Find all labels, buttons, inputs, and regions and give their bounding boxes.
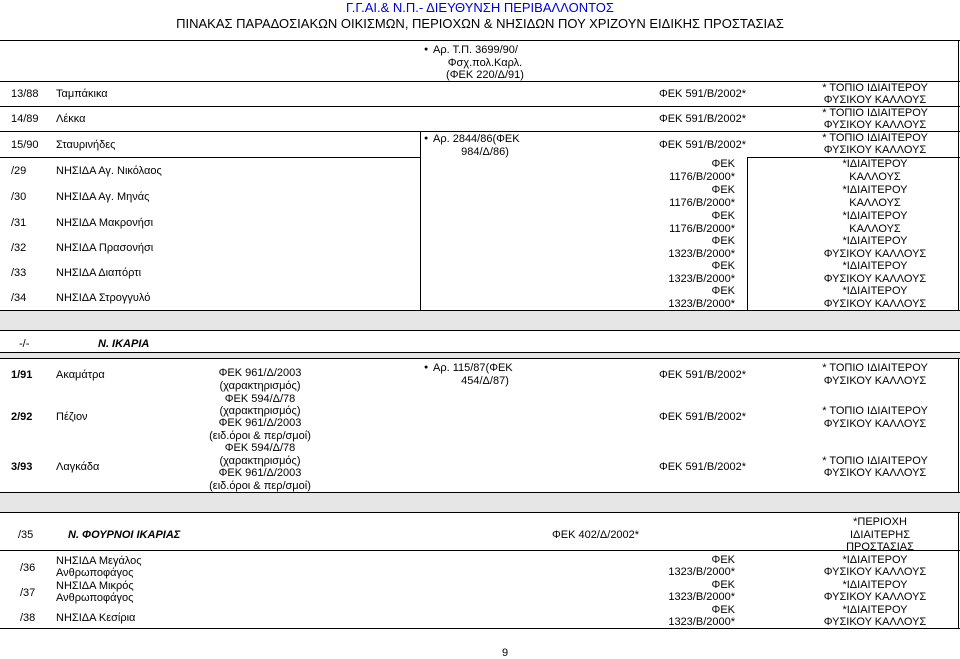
row-status: *ΙΔΙΑΙΤΕΡΟΥ: [842, 260, 908, 272]
row-code: 15/90: [11, 139, 39, 151]
row-status: ΚΑΛΛΟΥΣ: [849, 197, 901, 209]
page-number: 9: [501, 647, 509, 659]
row-status: * ΤΟΠΙΟ ΙΔΙΑΙΤΕΡΟΥ: [822, 107, 928, 119]
document-header-title: ΠΙΝΑΚΑΣ ΠΑΡΑΔΟΣΙΑΚΩΝ ΟΙΚΙΣΜΩΝ, ΠΕΡΙΟΧΩΝ & ΝΗΣΙΔΩΝ ΠΟΥ ΧΡΙΖΟΥΝ ΕΙΔΙΚΗΣ ΠΡΟΣΤΑΣΙΑΣ: [176, 16, 784, 31]
row-status: * ΤΟΠΙΟ ΙΔΙΑΙΤΕΡΟΥ: [822, 132, 928, 144]
row-code: 13/88: [11, 88, 39, 100]
designation-reference: ΦΕΚ 594/Δ/78: [224, 442, 296, 454]
row-fek: ΦΕΚ: [711, 158, 735, 170]
section-status: ΙΔΙΑΙΤΕΡΗΣ: [850, 529, 910, 541]
row-status: ΦΥΣΙΚΟΥ ΚΑΛΛΟΥΣ: [823, 591, 927, 603]
row-fek: ΦΕΚ: [711, 554, 735, 566]
row-status: ΦΥΣΙΚΟΥ ΚΑΛΛΟΥΣ: [823, 566, 927, 578]
designation-reference: (ειδ.όροι & περ/σμοί): [209, 480, 311, 492]
designation-reference: (χαρακτηρισμός): [219, 380, 301, 392]
row-fek: ΦΕΚ: [711, 285, 735, 297]
row-code: /32: [11, 242, 27, 254]
row-fek: 1176/Β/2000*: [669, 223, 735, 235]
row-status: ΦΥΣΙΚΟΥ ΚΑΛΛΟΥΣ: [823, 248, 927, 260]
row-name: Λέκκα: [56, 113, 86, 125]
row-fek: ΦΕΚ: [711, 579, 735, 591]
document-header-agency: Γ.Γ.ΑΙ.& Ν.Π.- ΔΙΕΥΘΥΝΣΗ ΠΕΡΙΒΑΛΛΟΝΤΟΣ: [346, 0, 614, 15]
row-code: /33: [11, 267, 27, 279]
designation-reference: (χαρακτηρισμός): [219, 405, 301, 417]
section-code: -/-: [19, 338, 30, 350]
row-status: * ΤΟΠΙΟ ΙΔΙΑΙΤΕΡΟΥ: [822, 82, 928, 94]
row-code: 3/93: [11, 461, 33, 473]
row-name: Σταυρινήδες: [56, 139, 116, 151]
row-fek: 1323/Β/2000*: [668, 248, 735, 260]
row-status: ΦΥΣΙΚΟΥ ΚΑΛΛΟΥΣ: [823, 375, 927, 387]
row-code: 2/92: [11, 411, 33, 423]
designation-reference: ΦΕΚ 961/Δ/2003: [218, 467, 302, 479]
row-code: /30: [11, 191, 27, 203]
row-code: /38: [20, 612, 36, 624]
row-fek: ΦΕΚ 591/Β/2002*: [658, 411, 746, 423]
row-fek: ΦΕΚ 591/Β/2002*: [658, 139, 746, 151]
row-name: ΝΗΣΙΔΑ Μεγάλος: [56, 555, 142, 567]
designation-reference: ΦΕΚ 594/Δ/78: [224, 393, 296, 405]
row-fek: ΦΕΚ: [711, 604, 735, 616]
row-status: *ΙΔΙΑΙΤΕΡΟΥ: [842, 158, 908, 170]
row-name: ΝΗΣΙΔΑ Στρογγυλό: [56, 292, 151, 304]
row-status: ΦΥΣΙΚΟΥ ΚΑΛΛΟΥΣ: [823, 273, 927, 285]
decision-reference: ● Αρ. 115/87(ΦΕΚ: [424, 362, 513, 374]
row-status: *ΙΔΙΑΙΤΕΡΟΥ: [842, 285, 908, 297]
row-name: Ανθρωποφάγος: [56, 567, 134, 579]
row-fek: 1323/Β/2000*: [668, 298, 735, 310]
row-status: *ΙΔΙΑΙΤΕΡΟΥ: [842, 604, 908, 616]
decision-reference: 454/Δ/87): [461, 375, 509, 387]
designation-reference: ΦΕΚ 961/Δ/2003: [218, 367, 302, 379]
row-status: ΚΑΛΛΟΥΣ: [849, 223, 901, 235]
row-name: ΝΗΣΙΔΑ Διαπόρτι: [56, 267, 142, 279]
row-fek: ΦΕΚ 591/Β/2002*: [658, 88, 746, 100]
section-title: Ν. ΙΚΑΡΙΑ: [98, 338, 150, 350]
row-fek: ΦΕΚ: [711, 210, 735, 222]
separator-band: [0, 492, 960, 512]
row-code: 14/89: [11, 113, 39, 125]
row-fek: ΦΕΚ 591/Β/2002*: [658, 461, 746, 473]
row-fek: ΦΕΚ 591/Β/2002*: [658, 113, 746, 125]
row-status: ΦΥΣΙΚΟΥ ΚΑΛΛΟΥΣ: [823, 94, 927, 106]
section-title: Ν. ΦΟΥΡΝΟΙ ΙΚΑΡΙΑΣ: [68, 529, 181, 541]
row-status: *ΙΔΙΑΙΤΕΡΟΥ: [842, 235, 908, 247]
decision-reference: Φσχ.πολ.Καρλ.: [447, 57, 523, 69]
decision-reference: ● Αρ. Τ.Π. 3699/90/: [424, 44, 518, 56]
row-name: Ταμπάκικα: [56, 88, 108, 100]
separator-band: [0, 310, 960, 330]
row-fek: 1323/Β/2000*: [668, 273, 735, 285]
row-status: ΦΥΣΙΚΟΥ ΚΑΛΛΟΥΣ: [823, 298, 927, 310]
designation-reference: (χαρακτηρισμός): [219, 455, 301, 467]
row-name: Ανθρωποφάγος: [56, 592, 134, 604]
row-fek: 1176/Β/2000*: [669, 171, 735, 183]
decision-reference: ● Αρ. 2844/86(ΦΕΚ: [424, 133, 520, 145]
row-status: ΦΥΣΙΚΟΥ ΚΑΛΛΟΥΣ: [823, 467, 927, 479]
section-status: *ΠΕΡΙΟΧΗ: [853, 516, 907, 528]
row-status: ΚΑΛΛΟΥΣ: [849, 171, 901, 183]
row-name: ΝΗΣΙΔΑ Αγ. Μηνάς: [56, 191, 150, 203]
row-name: ΝΗΣΙΔΑ Πρασονήσι: [56, 242, 154, 254]
row-status: ΦΥΣΙΚΟΥ ΚΑΛΛΟΥΣ: [823, 616, 927, 628]
row-status: *ΙΔΙΑΙΤΕΡΟΥ: [842, 579, 908, 591]
row-status: ΦΥΣΙΚΟΥ ΚΑΛΛΟΥΣ: [823, 119, 927, 131]
designation-reference: ΦΕΚ 961/Δ/2003: [218, 417, 302, 429]
row-name: ΝΗΣΙΔΑ Μικρός: [56, 580, 134, 592]
row-fek: ΦΕΚ: [711, 260, 735, 272]
row-status: *ΙΔΙΑΙΤΕΡΟΥ: [842, 554, 908, 566]
row-fek: ΦΕΚ: [711, 184, 735, 196]
row-name: Ακαμάτρα: [56, 369, 105, 381]
row-fek: 1176/Β/2000*: [669, 197, 735, 209]
decision-reference: (ΦΕΚ 220/Δ/91): [446, 69, 524, 81]
row-code: /34: [11, 292, 27, 304]
row-fek: 1323/Β/2000*: [668, 566, 735, 578]
row-fek: ΦΕΚ: [711, 235, 735, 247]
decision-reference: 984/Δ/86): [461, 146, 509, 158]
row-status: ΦΥΣΙΚΟΥ ΚΑΛΛΟΥΣ: [823, 144, 927, 156]
row-status: * ΤΟΠΙΟ ΙΔΙΑΙΤΕΡΟΥ: [822, 405, 928, 417]
section-status: ΠΡΟΣΤΑΣΙΑΣ: [846, 541, 914, 553]
row-name: ΝΗΣΙΔΑ Αγ. Νικόλαος: [56, 165, 162, 177]
row-name: Πέζιον: [56, 411, 88, 423]
row-status: ΦΥΣΙΚΟΥ ΚΑΛΛΟΥΣ: [823, 418, 927, 430]
row-name: Λαγκάδα: [56, 461, 100, 473]
row-status: *ΙΔΙΑΙΤΕΡΟΥ: [842, 210, 908, 222]
row-code: /36: [20, 562, 36, 574]
row-code: /29: [11, 165, 27, 177]
row-status: *ΙΔΙΑΙΤΕΡΟΥ: [842, 184, 908, 196]
row-code: 1/91: [11, 369, 33, 381]
section-fek: ΦΕΚ 402/Δ/2002*: [552, 529, 640, 541]
row-name: ΝΗΣΙΔΑ Μακρονήσι: [56, 217, 154, 229]
row-fek: 1323/Β/2000*: [668, 616, 735, 628]
section-code: /35: [18, 529, 34, 541]
row-name: ΝΗΣΙΔΑ Κεσίρια: [56, 612, 136, 624]
row-fek: 1323/Β/2000*: [668, 591, 735, 603]
row-code: /31: [11, 217, 27, 229]
designation-reference: (ειδ.όροι & περ/σμοί): [209, 430, 311, 442]
row-code: /37: [20, 587, 36, 599]
row-status: * ΤΟΠΙΟ ΙΔΙΑΙΤΕΡΟΥ: [822, 455, 928, 467]
row-fek: ΦΕΚ 591/Β/2002*: [658, 369, 746, 381]
row-status: * ΤΟΠΙΟ ΙΔΙΑΙΤΕΡΟΥ: [822, 362, 928, 374]
